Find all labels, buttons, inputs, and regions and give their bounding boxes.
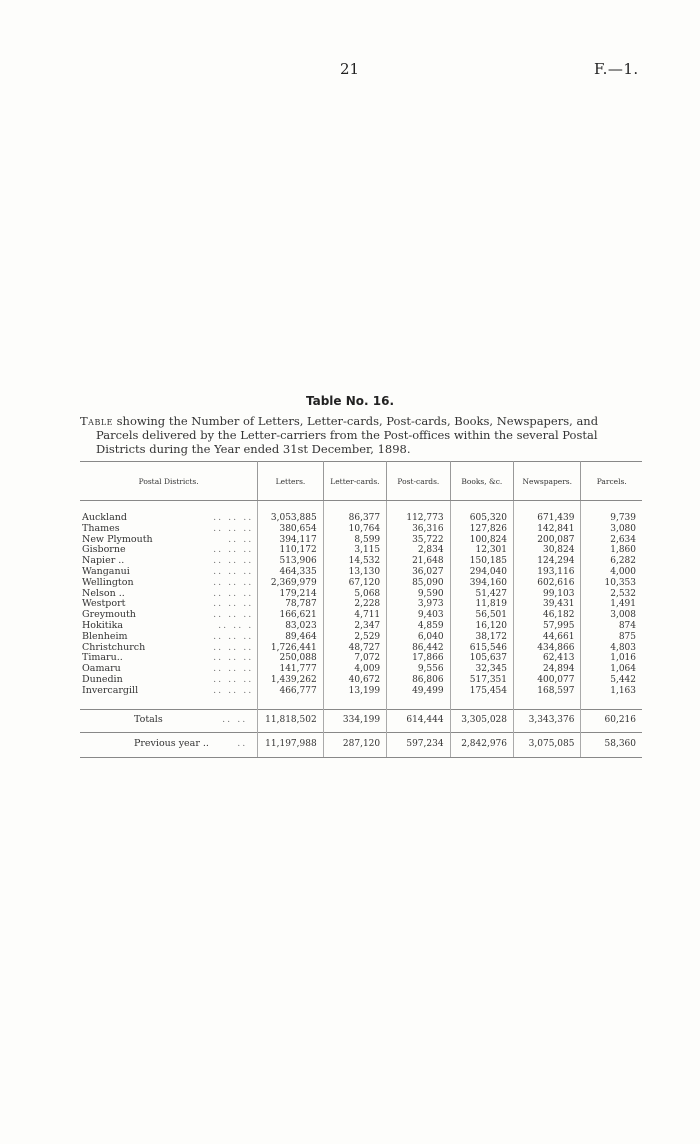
cell-post-cards: 112,773	[387, 513, 450, 524]
cell-post-cards: 35,722	[387, 535, 450, 546]
cell-letters: 1,726,441	[258, 643, 323, 654]
district-dots: .. .. .	[218, 619, 254, 631]
previous-label-cell	[80, 732, 258, 757]
caption-line3: Districts during the Year ended 31st December, 1898.	[96, 442, 411, 456]
totals-parcels: 60,216	[581, 709, 642, 732]
cell-post-cards: 4,859	[387, 621, 450, 632]
district-name: Greymouth	[82, 609, 136, 621]
previous-label: Previous year ..	[134, 738, 209, 750]
cell-letters: 89,464	[258, 632, 323, 643]
district-dots: .. .. ..	[213, 598, 254, 610]
cell-books: 105,637	[450, 653, 513, 664]
header-parcels: Parcels.	[581, 462, 642, 501]
cell-parcels: 9,739	[610, 513, 636, 523]
table-row	[80, 686, 642, 697]
delivery-table	[80, 461, 642, 758]
totals-letters: 11,818,502	[258, 709, 323, 732]
table-title: Table No. 16.	[305, 394, 395, 408]
district-name: Auckland	[82, 512, 127, 523]
cell-letter-cards: 13,130	[323, 567, 386, 578]
district-name: Timaru..	[82, 652, 123, 664]
cell-letters: 179,214	[258, 589, 323, 600]
cell-letter-cards: 4,711	[323, 610, 386, 621]
district-name: Invercargill	[82, 684, 139, 696]
cell-letters: 1,439,262	[258, 675, 323, 686]
table-row	[80, 513, 642, 524]
table-row	[80, 653, 642, 664]
table-row	[80, 556, 642, 567]
cell-letter-cards: 5,068	[323, 589, 386, 600]
cell-parcels: 5,442	[610, 674, 636, 685]
district-dots: .. ..	[228, 533, 254, 545]
header-row	[80, 462, 642, 501]
table-row	[80, 524, 642, 535]
cell-letter-cards: 7,072	[323, 653, 386, 664]
cell-books: 38,172	[450, 632, 513, 643]
cell-post-cards: 36,027	[387, 567, 450, 578]
district-dots: .. .. ..	[213, 609, 254, 621]
district-dots: .. .. ..	[213, 663, 254, 675]
cell-books: 11,819	[450, 599, 513, 610]
cell-books: 12,301	[450, 545, 513, 556]
cell-letter-cards: 14,532	[323, 556, 386, 567]
cell-letters: 78,787	[258, 599, 323, 610]
cell-post-cards: 86,442	[387, 643, 450, 654]
cell-newspapers: 99,103	[514, 589, 581, 600]
district-dots: .. .. ..	[213, 565, 254, 577]
totals-dots: .. ..	[222, 714, 248, 726]
table-row	[80, 643, 642, 654]
cell-letters: 83,023	[258, 621, 323, 632]
cell-newspapers: 193,116	[514, 567, 581, 578]
cell-books: 51,427	[450, 589, 513, 600]
cell-newspapers: 39,431	[514, 599, 581, 610]
district-name: New Plymouth	[82, 533, 153, 545]
cell-letters: 250,088	[258, 653, 323, 664]
cell-letters: 394,117	[258, 535, 323, 546]
cell-books: 517,351	[450, 675, 513, 686]
cell-newspapers: 671,439	[514, 513, 581, 524]
district-dots: .. .. ..	[213, 652, 254, 664]
totals-newspapers: 3,343,376	[514, 709, 581, 732]
page-number: 21	[340, 60, 360, 78]
cell-letter-cards: 2,228	[323, 599, 386, 610]
district-dots: .. .. ..	[213, 587, 254, 599]
district-dots: .. .. ..	[213, 555, 254, 567]
cell-books: 150,185	[450, 556, 513, 567]
table-caption	[80, 414, 642, 456]
previous-letters: 11,197,988	[258, 732, 323, 757]
district-cell	[80, 686, 258, 697]
previous-year-row	[80, 732, 642, 757]
cell-books: 394,160	[450, 578, 513, 589]
cell-books: 615,546	[450, 643, 513, 654]
cell-post-cards: 86,806	[387, 675, 450, 686]
district-dots: .. .. ..	[213, 522, 254, 534]
cell-letter-cards: 67,120	[323, 578, 386, 589]
cell-parcels: 3,008	[610, 610, 636, 621]
cell-letter-cards: 40,672	[323, 675, 386, 686]
cell-newspapers: 200,087	[514, 535, 581, 546]
caption-line1: showing the Number of Letters, Letter-cards, Post-cards, Books, Newspapers, and	[116, 414, 599, 428]
district-dots: .. .. ..	[213, 576, 254, 588]
cell-post-cards: 3,973	[387, 599, 450, 610]
previous-parcels: 58,360	[581, 732, 642, 757]
totals-label-cell	[80, 709, 258, 732]
spacer-row	[80, 697, 642, 710]
previous-books: 2,842,976	[450, 732, 513, 757]
cell-letters: 166,621	[258, 610, 323, 621]
cell-letters: 3,053,885	[258, 513, 323, 524]
cell-books: 56,501	[450, 610, 513, 621]
cell-books: 294,040	[450, 567, 513, 578]
cell-books: 175,454	[450, 686, 513, 697]
district-name: Wellington	[82, 576, 134, 588]
caption-line2: Parcels delivered by the Letter-carriers from the Post-offices within the several Postal	[96, 428, 598, 442]
cell-letter-cards: 2,529	[323, 632, 386, 643]
cell-letter-cards: 3,115	[323, 545, 386, 556]
cell-parcels: 1,064	[610, 664, 636, 675]
district-dots: .. .. ..	[213, 512, 254, 523]
cell-books: 32,345	[450, 664, 513, 675]
cell-parcels: 10,353	[604, 577, 636, 588]
district-dots: .. .. ..	[213, 544, 254, 556]
cell-parcels: 2,532	[610, 588, 636, 599]
district-name: Dunedin	[82, 673, 123, 685]
table-body	[80, 501, 642, 710]
cell-letter-cards: 8,599	[323, 535, 386, 546]
cell-post-cards: 49,499	[387, 686, 450, 697]
cell-newspapers: 168,597	[514, 686, 581, 697]
cell-newspapers: 124,294	[514, 556, 581, 567]
cell-letter-cards: 4,009	[323, 664, 386, 675]
header-newspapers: Newspapers.	[514, 462, 581, 501]
cell-newspapers: 142,841	[514, 524, 581, 535]
cell-newspapers: 602,616	[514, 578, 581, 589]
cell-post-cards: 9,556	[387, 664, 450, 675]
cell-newspapers: 57,995	[514, 621, 581, 632]
cell-letters: 141,777	[258, 664, 323, 675]
cell-newspapers: 400,077	[514, 675, 581, 686]
cell-letter-cards: 13,199	[323, 686, 386, 697]
district-name: Wanganui	[82, 565, 130, 577]
cell-newspapers: 46,182	[514, 610, 581, 621]
table-row	[80, 589, 642, 600]
header-post-cards: Post-cards.	[387, 462, 450, 501]
header-postal-districts: Postal Districts.	[80, 462, 258, 501]
cell-parcels: 2,634	[610, 534, 636, 545]
district-dots: .. .. ..	[213, 630, 254, 642]
cell-letter-cards: 10,764	[323, 524, 386, 535]
cell-parcels: 4,000	[610, 566, 636, 577]
cell-letters: 464,335	[258, 567, 323, 578]
cell-parcels: 1,163	[610, 685, 636, 696]
district-name: Thames	[82, 522, 120, 534]
table-row	[80, 578, 642, 589]
table-row	[80, 599, 642, 610]
cell-newspapers: 44,661	[514, 632, 581, 643]
cell-newspapers: 24,894	[514, 664, 581, 675]
cell-letters: 466,777	[258, 686, 323, 697]
cell-books: 16,120	[450, 621, 513, 632]
cell-post-cards: 2,834	[387, 545, 450, 556]
cell-books: 100,824	[450, 535, 513, 546]
cell-parcels: 1,016	[610, 653, 636, 664]
cell-letters: 110,172	[258, 545, 323, 556]
cell-post-cards: 21,648	[387, 556, 450, 567]
table-row	[80, 664, 642, 675]
header-books: Books, &c.	[450, 462, 513, 501]
cell-letter-cards: 2,347	[323, 621, 386, 632]
page-ref: F.—1.	[594, 60, 639, 78]
cell-post-cards: 85,090	[387, 578, 450, 589]
cell-letters: 513,906	[258, 556, 323, 567]
totals-row	[80, 709, 642, 732]
table-row	[80, 610, 642, 621]
table-row	[80, 567, 642, 578]
cell-parcels: 874	[618, 620, 636, 631]
cell-post-cards: 9,590	[387, 589, 450, 600]
district-name: Westport	[82, 598, 126, 610]
cell-letter-cards: 86,377	[323, 513, 386, 524]
previous-post-cards: 597,234	[387, 732, 450, 757]
cell-post-cards: 36,316	[387, 524, 450, 535]
cell-parcels: 875	[618, 631, 636, 642]
cell-parcels: 4,803	[610, 642, 636, 653]
table-row	[80, 632, 642, 643]
district-dots: .. .. ..	[213, 641, 254, 653]
cell-newspapers: 30,824	[514, 545, 581, 556]
district-name: Gisborne	[82, 544, 126, 556]
totals-post-cards: 614,444	[387, 709, 450, 732]
cell-books: 605,320	[450, 513, 513, 524]
table-row	[80, 545, 642, 556]
cell-post-cards: 17,866	[387, 653, 450, 664]
district-name: Oamaru	[82, 663, 121, 675]
previous-newspapers: 3,075,085	[514, 732, 581, 757]
header-letters: Letters.	[258, 462, 323, 501]
cell-newspapers: 434,866	[514, 643, 581, 654]
cell-parcels: 1,491	[610, 599, 636, 610]
cell-parcels: 6,282	[610, 556, 636, 567]
cell-newspapers: 62,413	[514, 653, 581, 664]
cell-books: 127,826	[450, 524, 513, 535]
cell-letter-cards: 48,727	[323, 643, 386, 654]
totals-label: Totals	[134, 714, 163, 726]
cell-letters: 2,369,979	[258, 578, 323, 589]
table-row	[80, 621, 642, 632]
district-dots: .. .. ..	[213, 684, 254, 696]
cell-parcels: 1,860	[610, 545, 636, 556]
district-name: Nelson ..	[82, 587, 125, 599]
caption-lead: Table	[80, 414, 113, 428]
cell-letters: 380,654	[258, 524, 323, 535]
cell-post-cards: 9,403	[387, 610, 450, 621]
totals-letter-cards: 334,199	[323, 709, 386, 732]
table-row	[80, 535, 642, 546]
district-dots: .. .. ..	[213, 673, 254, 685]
previous-dots: ..	[237, 738, 248, 750]
spacer-row	[80, 501, 642, 514]
previous-letter-cards: 287,120	[323, 732, 386, 757]
table-row	[80, 675, 642, 686]
cell-post-cards: 6,040	[387, 632, 450, 643]
header-letter-cards: Letter-cards.	[323, 462, 386, 501]
totals-books: 3,305,028	[450, 709, 513, 732]
cell-parcels: 3,080	[610, 523, 636, 534]
district-name: Hokitika	[82, 619, 124, 631]
district-name: Napier ..	[82, 555, 125, 567]
district-name: Blenheim	[82, 630, 128, 642]
district-name: Christchurch	[82, 641, 146, 653]
